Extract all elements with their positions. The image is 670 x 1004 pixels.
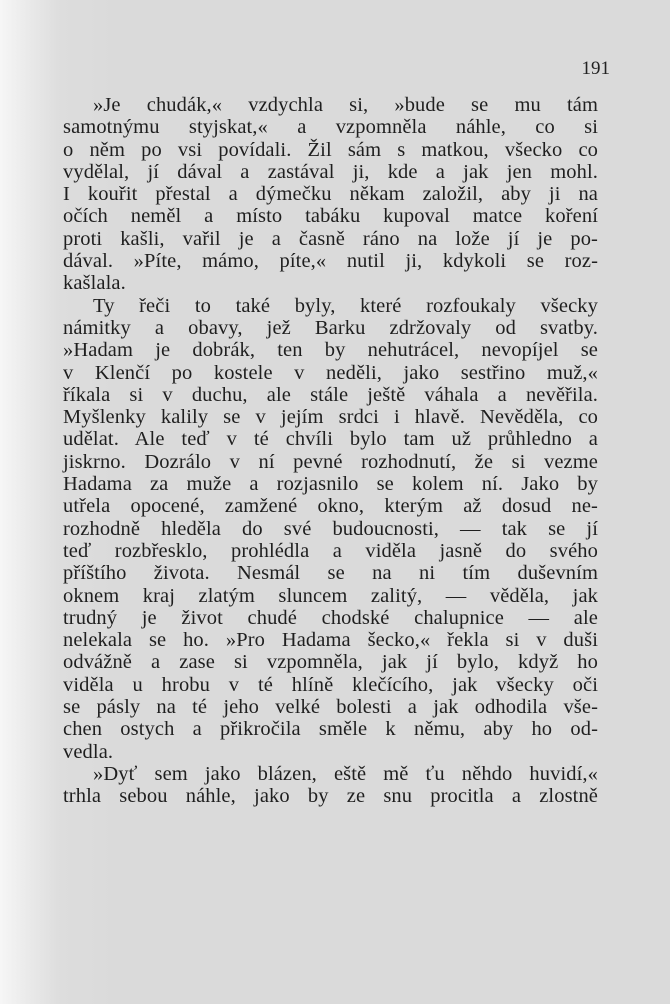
text-line: se pásly na té jeho velké bolesti a jak odhodila vše-: [63, 696, 598, 719]
body-text: [63, 94, 598, 808]
text-line: námitky a obavy, jež Barku zdržovaly od svatby.: [63, 316, 598, 339]
paragraph-3: [63, 763, 598, 808]
text-line: proti kašli, vařil je a časně ráno na lože jí je po-: [63, 227, 598, 250]
text-line: oknem kraj zlatým sluncem zalitý, — věděla, jak: [63, 584, 598, 607]
text-line: udělat. Ale teď v té chvíli bylo tam už průhledno a: [63, 428, 598, 451]
paragraph-1: [63, 94, 598, 295]
paragraph-2: [63, 295, 598, 763]
text-line: vydělal, jí dával a zastával ji, kde a jak jen mohl.: [63, 160, 598, 183]
text-line: Ty řeči to také byly, které rozfoukaly všecky: [93, 294, 598, 317]
text-line: chen ostych a přikročila směle k němu, aby ho od-: [63, 718, 598, 741]
text-line: o něm po vsi povídali. Žil sám s matkou, všecko co: [63, 138, 598, 161]
text-line: v Klenčí po kostele v neděli, jako sestřino muž,«: [63, 361, 598, 384]
text-line: trhla sebou náhle, jako by ze snu procitla a zlostně: [63, 785, 598, 808]
text-line: samotnýmu styjskat,« a vzpomněla náhle, co si: [63, 116, 598, 139]
text-line: očích neměl a místo tabáku kupoval matce koření: [63, 205, 598, 228]
text-line: Myšlenky kalily se v jejím srdci i hlavě. Nevěděla, co: [63, 406, 598, 429]
text-line: kašlala.: [63, 272, 126, 295]
text-line: odvážně a zase si vzpomněla, jak jí bylo, když ho: [63, 651, 598, 674]
text-line: trudný je život chudé chodské chalupnice — ale: [63, 606, 598, 629]
text-line: jiskrno. Dozrálo v ní pevné rozhodnutí, že si vezme: [63, 450, 598, 473]
text-line: I kouřit přestal a dýmečku někam založil, aby ji na: [63, 183, 598, 206]
page-number: 191: [581, 58, 610, 79]
text-line: dával. »Píte, mámo, píte,« nutil ji, kdykoli se roz-: [63, 250, 598, 273]
text-line: říkala si v duchu, ale stále ještě váhala a nevěřila.: [63, 383, 598, 406]
text-line: rozhodně hleděla do své budoucnosti, — tak se jí: [63, 517, 598, 540]
text-line: teď rozbřesklo, prohlédla a viděla jasně do svého: [63, 539, 598, 562]
text-line: Hadama za muže a rozjasnilo se kolem ní. Jako by: [63, 473, 598, 496]
text-line: utřela opocené, zamžené okno, kterým až dosud ne-: [63, 495, 598, 518]
text-line: »Dyť sem jako blázen, eště mě ťu něhdo huvidí,«: [93, 762, 598, 785]
text-line: viděla u hrobu v té hlíně klečícího, jak všecky oči: [63, 673, 598, 696]
text-line: vedla.: [63, 740, 114, 763]
text-line: příštího života. Nesmál se na ni tím duševním: [63, 562, 598, 585]
text-line: »Hadam je dobrák, ten by nehutrácel, nevopíjel se: [63, 339, 598, 362]
text-line: nelekala se ho. »Pro Hadama šecko,« řekla si v duši: [63, 629, 598, 652]
text-line: »Je chudák,« vzdychla si, »bude se mu tám: [93, 94, 598, 116]
